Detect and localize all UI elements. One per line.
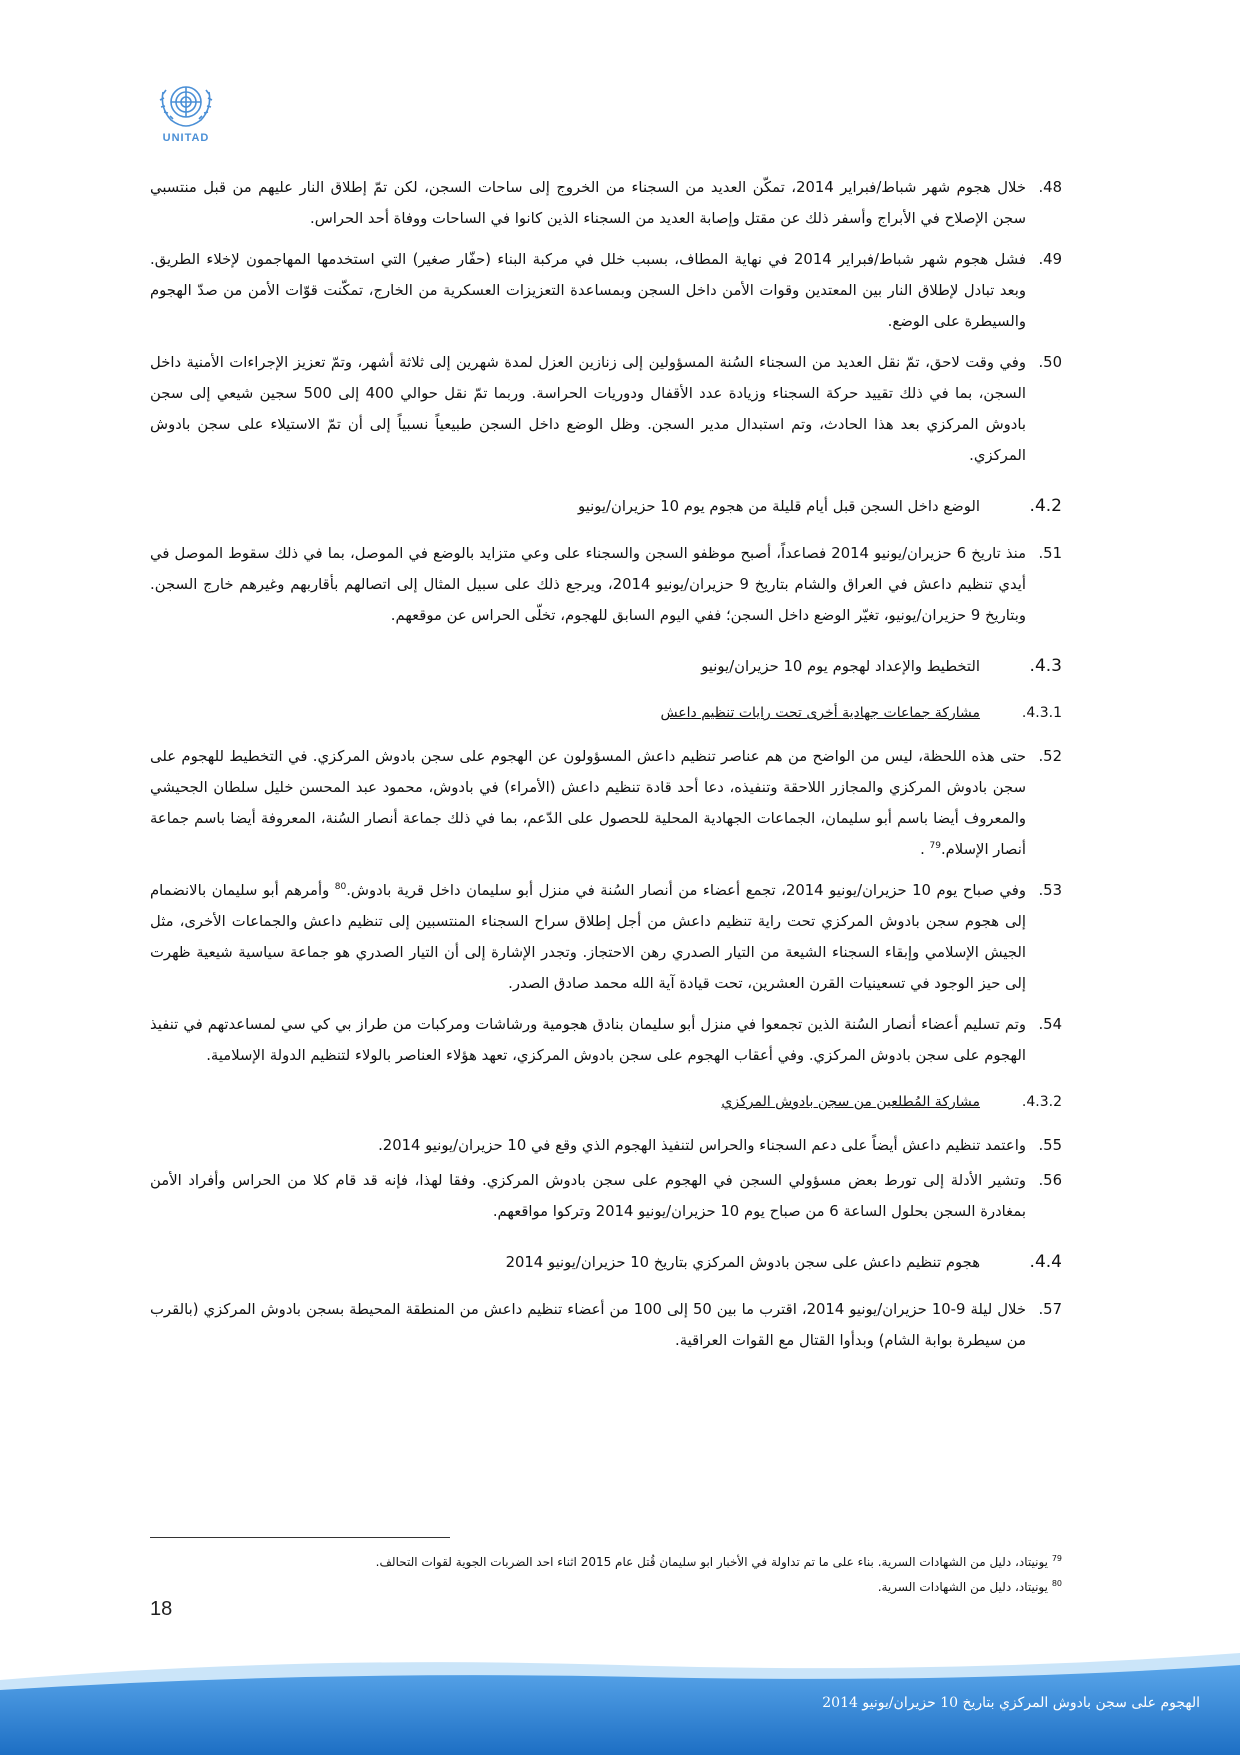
footnote-divider — [150, 1537, 450, 1538]
paragraph-text: خلال ليلة 9-10 حزيران/يونيو 2014، اقترب ما بين 50 إلى 100 من أعضاء تنظيم داعش من المنطقة المحيطة بسجن بادوش المركزي (بالقرب من سيطرة بوابة الشام) وبدأوا القتال مع القوات العراقية. — [150, 1301, 1026, 1349]
paragraph-number: 49. — [1038, 251, 1062, 268]
paragraph-text — [150, 741, 1026, 865]
document-body — [150, 172, 1062, 1366]
paragraph-49 — [150, 244, 1062, 337]
section-title: مشاركة المُطلعين من سجن بادوش المركزي — [721, 1094, 980, 1110]
paragraph-text-body: حتى هذه اللحظة، ليس من الواضح من هم عناصر تنظيم داعش المسؤولون عن الهجوم على سجن بادوش المركزي. في التخطيط للهجوم على سجن بادوش المركزي والمجازر اللاحقة وتنفيذه، دعا أحد قادة تنظيم داعش (الأمراء) في بادوش، محمود عبد المحسن خليل سلطان الجحيشي والمعروف أيضا باسم أبو سليمان، الجماعات الجهادية المحلية للحصول على الدّعم، بما في ذلك جماعة أنصار السُنة، المعروفة أيضا باسم جماعة أنصار الإسلام. — [150, 748, 1026, 858]
paragraph-number: 48. — [1038, 179, 1062, 196]
unitad-logo — [150, 78, 222, 144]
page-number: 18 — [150, 1598, 173, 1620]
footnote-text: يونيتاد، دليل من الشهادات السرية. بناء على ما تم تداولة في الأخبار ابو سليمان قُتل عام 2015 اثناء احد الضربات الجوية لقوات التحالف. — [375, 1555, 1048, 1569]
footnotes — [150, 1548, 1062, 1598]
section-title: مشاركة جماعات جهادية أخرى تحت رايات تنظيم داعش — [660, 705, 980, 721]
paragraph-text: خلال هجوم شهر شباط/فبراير 2014، تمكّن العديد من السجناء من الخروج إلى ساحات السجن، لكن تمّ إطلاق النار عليهم من قبل منتسبي سجن الإصلاح في الأبراج وأسفر ذلك عن مقتل وإصابة العديد من السجناء الذين كانوا في الساحات ووفاة أحد الحراس. — [150, 179, 1026, 227]
paragraph-50 — [150, 347, 1062, 471]
paragraph-text-a: وفي صباح يوم 10 حزيران/يونيو 2014، تجمع أعضاء من أنصار السُنة في منزل أبو سليمان داخل قرية بادوش. — [346, 882, 1026, 899]
section-number: 4.3. — [1029, 656, 1062, 676]
section-title: التخطيط والإعداد لهجوم يوم 10 حزيران/يونيو — [701, 658, 980, 675]
section-title: الوضع داخل السجن قبل أيام قليلة من هجوم يوم 10 حزيران/يونيو — [577, 498, 980, 515]
footnote-79 — [150, 1548, 1062, 1573]
paragraph-57 — [150, 1294, 1062, 1356]
paragraph-number: 57. — [1038, 1301, 1062, 1318]
section-heading-4-4 — [150, 1247, 1062, 1278]
paragraph-text — [150, 875, 1026, 999]
section-number: 4.3.1. — [1021, 705, 1062, 721]
paragraph-54 — [150, 1009, 1062, 1071]
section-number: 4.3.2. — [1021, 1094, 1062, 1110]
section-heading-4-3-1 — [150, 698, 1062, 729]
section-number: 4.4. — [1029, 1252, 1062, 1272]
paragraph-text-b: وأمرهم أبو سليمان بالانضمام إلى هجوم سجن بادوش المركزي تحت راية تنظيم داعش من أجل إطلاق سراح السجناء المنتسبين إلى تنظيم داعش والجماعات الأخرى، مثل الجيش الإسلامي وإبقاء السجناء الشيعة من التيار الصدري رهن الاحتجاز. وتجدر الإشارة إلى أن التيار الصدري هو جماعة سياسية شيعية ظهرت إلى حيز الوجود في تسعينيات القرن العشرين، تحت قيادة آية الله محمد صادق الصدر. — [150, 882, 1026, 992]
footer-document-title: الهجوم على سجن بادوش المركزي بتاريخ 10 حزيران/يونيو 2014 — [822, 1695, 1200, 1711]
footnote-marker: 79 — [1051, 1554, 1062, 1563]
footnote-text: يونيتاد، دليل من الشهادات السرية. — [877, 1580, 1048, 1594]
paragraph-number: 50. — [1038, 354, 1062, 371]
paragraph-text: وتشير الأدلة إلى تورط بعض مسؤولي السجن في الهجوم على سجن بادوش المركزي. وفقا لهذا، فإنه قد قام كلا من الحراس وأفراد الأمن بمغادرة السجن بحلول الساعة 6 من صباح يوم 10 حزيران/يونيو 2014 وتركوا مواقعهم. — [150, 1172, 1026, 1220]
section-heading-4-3 — [150, 651, 1062, 682]
paragraph-53 — [150, 875, 1062, 999]
paragraph-number: 51. — [1038, 545, 1062, 562]
paragraph-number: 52. — [1038, 748, 1062, 765]
paragraph-text: واعتمد تنظيم داعش أيضاً على دعم السجناء والحراس لتنفيذ الهجوم الذي وقع في 10 حزيران/يونيو 2014. — [378, 1137, 1026, 1154]
paragraph-51 — [150, 538, 1062, 631]
footnote-marker: 80 — [1051, 1579, 1062, 1588]
paragraph-52 — [150, 741, 1062, 865]
paragraph-48 — [150, 172, 1062, 234]
paragraph-55 — [150, 1130, 1062, 1161]
paragraph-number: 54. — [1038, 1016, 1062, 1033]
paragraph-56 — [150, 1165, 1062, 1227]
section-title: هجوم تنظيم داعش على سجن بادوش المركزي بتاريخ 10 حزيران/يونيو 2014 — [505, 1254, 980, 1271]
paragraph-number: 53. — [1038, 882, 1062, 899]
footnote-ref-80[interactable]: 80 — [334, 882, 347, 893]
paragraph-text-tail: . — [920, 841, 930, 858]
paragraph-text: منذ تاريخ 6 حزيران/يونيو 2014 فصاعداً، أصبح موظفو السجن والسجناء على وعي متزايد بالوضع في الموصل، بما في ذلك سقوط الموصل في أيدي تنظيم داعش في العراق والشام بتاريخ 9 حزيران/يونيو 2014، ويرجع ذلك على سبيل المثال إلى اتصالهم بأقاربهم وغيرهم خارج السجن. وبتاريخ 9 حزيران/يونيو، تغيّر الوضع داخل السجن؛ ففي اليوم السابق للهجوم، تخلّى الحراس عن موقعهم. — [150, 545, 1026, 624]
paragraph-text: فشل هجوم شهر شباط/فبراير 2014 في نهاية المطاف، بسبب خلل في مركبة البناء (حفّار صغير) التي استخدمها المهاجمون لإخلاء الطريق. وبعد تبادل لإطلاق النار بين المعتدين وقوات الأمن داخل السجن وبمساعدة التعزيزات العسكرية من الخارج، تمكّنت قوّات الأمن من صدّ الهجوم والسيطرة على الوضع. — [150, 251, 1026, 330]
footnote-ref-79[interactable]: 79 — [929, 841, 941, 852]
section-heading-4-3-2 — [150, 1087, 1062, 1118]
paragraph-text: وفي وقت لاحق، تمّ نقل العديد من السجناء السُنة المسؤولين إلى زنازين العزل لمدة شهرين إلى ثلاثة أشهر، وتمّ تعزيز الإجراءات الأمنية داخل السجن، بما في ذلك تقييد حركة السجناء وزيادة عدد الأقفال ودوريات الحراسة. وربما تمّ نقل حوالي 400 إلى 500 سجين شيعي إلى سجن بادوش المركزي بعد هذا الحادث، وتم استبدال مدير السجن. وظل الوضع داخل السجن طبيعياً نسبياً إلى أن تمّ الاستيلاء على سجن بادوش المركزي. — [150, 354, 1026, 464]
paragraph-number: 56. — [1038, 1172, 1062, 1189]
logo-text: UNITAD — [162, 132, 210, 144]
section-heading-4-2 — [150, 491, 1062, 522]
paragraph-text: وتم تسليم أعضاء أنصار السُنة الذين تجمعوا في منزل أبو سليمان بنادق هجومية ورشاشات ومركبات من طراز بي كي سي لمساعدتهم في تنفيذ الهجوم على سجن بادوش المركزي. وفي أعقاب الهجوم على سجن بادوش المركزي، تعهد هؤلاء العناصر بالولاء لتنظيم الدولة الإسلامية. — [150, 1016, 1026, 1064]
section-number: 4.2. — [1029, 496, 1062, 516]
un-emblem-icon — [157, 78, 215, 130]
paragraph-number: 55. — [1038, 1137, 1062, 1154]
footnote-80 — [150, 1573, 1062, 1598]
